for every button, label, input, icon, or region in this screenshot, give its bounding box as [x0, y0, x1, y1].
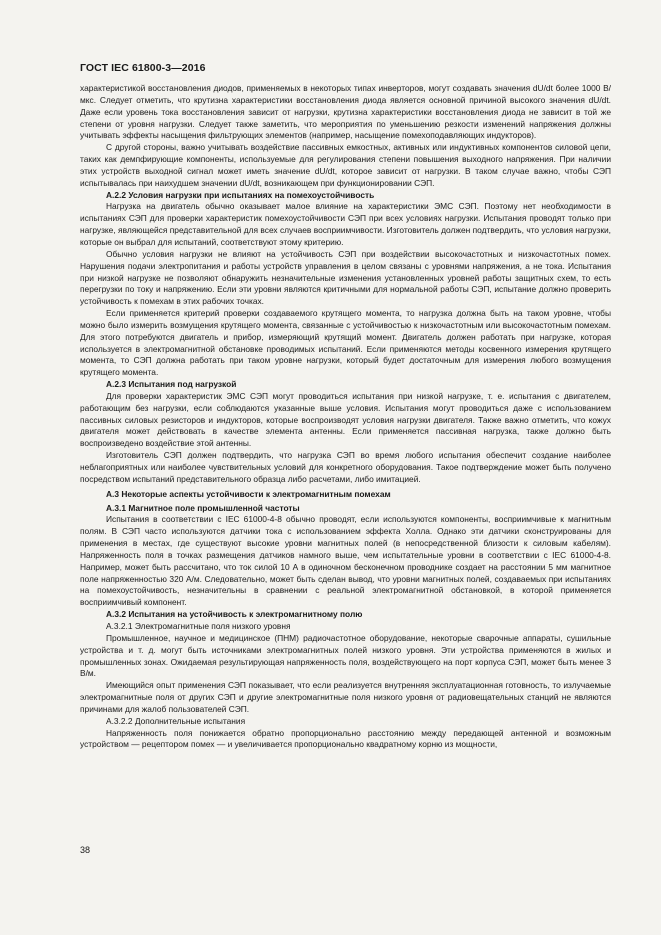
paragraph: характеристикой восстановления диодов, применяемых в некоторых типах инверторов, могут создавать значения dU/dt более 1000 В/мкс. Следует отметить, что крутизна характеристики восстановления диода является основной причиной высокого значения dU/dt. Даже если уровень тока восстановления зависит от нагрузки, крутизна характеристики восстановления диода не зависит в той же степени от уровня нагрузки. Следует также заметить, что мероприятия по уменьшению резкости изменений напряжения должны учитывать эффекты насыщения фильтрующих элементов (например, насыщение помехоподавляющих индукторов).: [80, 83, 611, 141]
paragraph: Обычно условия нагрузки не влияют на устойчивость СЭП при воздействии высокочастотных и низкочастотных помех. Нарушения подачи электропитания и работы устройств управления в целом связаны с уровнями напряжения, а не тока. Испытания при низкой нагрузке не позволяют обнаружить незначительные изменения установленных уровней работы защитных схем, то есть перегрузки по току и напряжению. Если эти уровни являются критичными для нормальной работы СЭП, испытание должно проверить устойчивость к помехам в этих рабочих точках.: [80, 248, 611, 307]
section-heading-a322: А.3.2.2 Дополнительные испытания: [106, 715, 246, 726]
paragraph: С другой стороны, важно учитывать воздействие пассивных емкостных, активных или индуктивных компонентов силовой цепи, таких как демпфирующие компоненты, используемые для регулирования степени повышения выходного напряжения. При наличии этих устройств выходной сигнал может иметь значение dU/dt, которое зависит от нагрузки. В таком случае важно, чтобы СЭП испытывалась при наихудшем значении dU/dt, возникающем при функционировании СЭП.: [80, 142, 611, 188]
standard-header: ГОСТ IEC 61800-3—2016: [80, 62, 206, 74]
paragraph: Изготовитель СЭП должен подтвердить, что нагрузка СЭП во время любого испытания обеспечит создание наиболее неблагоприятных или наиболее чувствительных условий для конкретного оборудования. Такое подтверждение может быть получено посредством испытаний представительного образца либо расчетами, либо имитацией.: [80, 450, 611, 484]
document-body: [80, 83, 611, 751]
section-heading-a31: А.3.1 Магнитное поле промышленной частоты: [106, 502, 300, 513]
paragraph: Промышленное, научное и медицинское (ПНМ) радиочастотное оборудование, некоторые сварочные аппараты, сушильные устройства и т. д. могут быть источниками электромагнитных полей низкого уровня. Эти устройства применяются в жилых и промышленных зонах. Ожидаемая результирующая напряженность поля, воздействующего на порт корпуса СЭП, может быть менее 3 В/м.: [80, 632, 611, 679]
paragraph: Напряженность поля понижается обратно пропорционально расстоянию между передающей антенной и возможным устройством — рецептором помех — и увеличивается пропорционально квадратному корню из мощности,: [80, 727, 611, 750]
section-heading-a321: А.3.2.1 Электромагнитные поля низкого уровня: [106, 620, 291, 631]
section-heading-a22: А.2.2 Условия нагрузки при испытаниях на помехоустойчивость: [106, 189, 375, 200]
section-heading-a23: А.2.3 Испытания под нагрузкой: [106, 379, 237, 390]
page-number: 38: [80, 845, 91, 855]
paragraph: Испытания в соответствии с IEC 61000-4-8 обычно проводят, если используются компоненты, восприимчивые к магнитным полям. В СЭП часто используются датчики тока с использованием эффекта Холла. Однако эти датчики сконструированы для применения в местах, где существуют высокие уровни магнитных полей (в непосредственной близости к силовым кабелям). Напряженность поля в точках размещения датчиков намного выше, чем испытательные уровни в соответствии с IEC 61000-4-8. Например, может быть рассчитано, что ток силой 10 А в одиночном бесконечном проводнике создает на расстоянии 5 мм магнитное поле напряженностью 320 А/м. Следовательно, может быть сделан вывод, что уровни магнитных полей, создаваемых при испытаниях на помехоустойчивость, незначительны в сравнении с реальной электромагнитной обстановкой, в которой применяется восприимчивый компонент.: [80, 514, 611, 608]
paragraph: Для проверки характеристик ЭМС СЭП могут проводиться испытания при низкой нагрузке, т. е. испытания с двигателем, работающим без нагрузки, если соблюдаются указанные выше условия. Испытания могут проводиться даже с использованием пассивных силовых резисторов и индукторов, которые воспроизводят условия нагрузки двигателя. Также важно отметить, что кожух двигателя может действовать в качестве элемента антенны. Если применяется пассивная нагрузка, также должно быть воспроизведено воздействие этой антенны.: [80, 390, 611, 449]
paragraph: Имеющийся опыт применения СЭП показывает, что если реализуется внутренняя эксплуатационная готовность, то излучаемые электромагнитные поля от других СЭП и другие электромагнитные поля низкого уровня от радиовещательных станций не являются причинами для жалоб пользователей СЭП.: [80, 680, 611, 714]
section-heading-a3: А.3 Некоторые аспекты устойчивости к электромагнитным помехам: [106, 488, 391, 499]
paragraph: Нагрузка на двигатель обычно оказывает малое влияние на характеристики ЭМС СЭП. Поэтому нет необходимости в испытаниях СЭП для проверки характеристик помехоустойчивости СЭП при всех условиях нагрузки. Испытания проводят только при нагрузке, являющейся представительной для всех случаев восприимчивости. Изготовитель должен подтвердить, что условия нагрузки, которые он выбрал для испытаний, соответствуют этому критерию.: [80, 201, 611, 247]
paragraph: Если применяется критерий проверки создаваемого крутящего момента, то нагрузка должна быть на таком уровне, чтобы можно было измерить возмущения крутящего момента, связанные с устойчивостью к низкочастотным или высокочастотным помехам. Для этого потребуются двигатель и прибор, измеряющий крутящий момент. Двигатель должен работать при нагрузке, которая используется в электромагнитной обстановке проводимых испытаний. Если применяются методы косвенного измерения крутящего момента, то СЭП должна работать при таком уровне нагрузки, который будет достаточным для измерения любого возмущения крутящего момента.: [80, 308, 611, 378]
section-heading-a32: А.3.2 Испытания на устойчивость к электромагнитному полю: [106, 609, 363, 620]
